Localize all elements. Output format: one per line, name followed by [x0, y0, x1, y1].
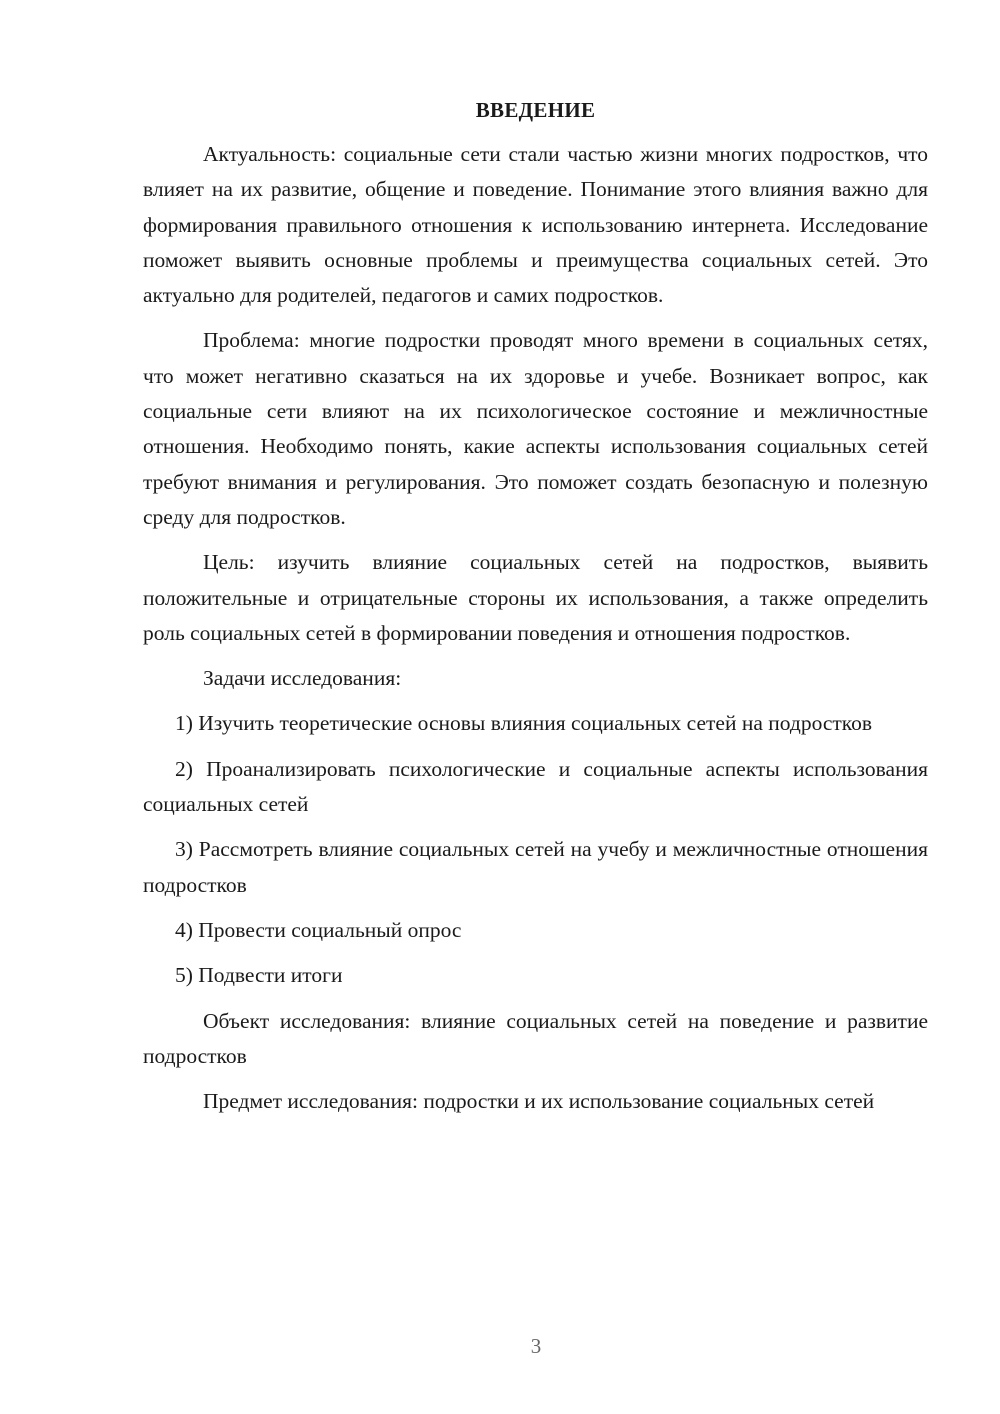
- section-heading: ВВЕДЕНИЕ: [475, 98, 596, 122]
- research-object-paragraph: Объект исследования: влияние социальных сетей на поведение и развитие подростков: [143, 1008, 928, 1068]
- task-item: 1) Изучить теоретические основы влияния социальных сетей на подростков: [175, 711, 873, 736]
- task-item: 2) Проанализировать психологические и социальные аспекты использования социальных сетей: [143, 756, 928, 817]
- problem-paragraph: Проблема: многие подростки проводят много времени в социальных сетях, что может негативно сказаться на их здоровье и учебе. Возникает вопрос, как социальные сети влияют на их психологическое состояние и межличностные отношения. Необходимо понять, какие аспекты использования социальных сетей требуют внимания и регулирования. Это поможет создать безопасную и полезную среду для подростков.: [143, 328, 928, 529]
- tasks-intro: Задачи исследования:: [203, 666, 402, 691]
- page-number: 3: [530, 1334, 542, 1358]
- task-item: 3) Рассмотреть влияние социальных сетей на учебу и межличностные отношения подростков: [143, 837, 928, 897]
- task-item: 4) Провести социальный опрос: [175, 917, 462, 942]
- task-item: 5) Подвести итоги: [175, 963, 343, 988]
- research-subject-paragraph: Предмет исследования: подростки и их использование социальных сетей: [203, 1089, 875, 1114]
- relevance-paragraph: Актуальность: социальные сети стали частью жизни многих подростков, что влияет на их развитие, общение и поведение. Понимание этого влияния важно для формирования правильного отношения к использованию интернета. Исследование поможет выявить основные проблемы и преимущества социальных сетей. Это актуально для родителей, педагогов и самих подростков.: [143, 142, 928, 308]
- page-content: [143, 95, 928, 1119]
- goal-paragraph: Цель: изучить влияние социальных сетей на подростков, выявить положительные и отрицательные стороны их использования, а также определить роль социальных сетей в формировании поведения и отношения подростков.: [143, 550, 928, 645]
